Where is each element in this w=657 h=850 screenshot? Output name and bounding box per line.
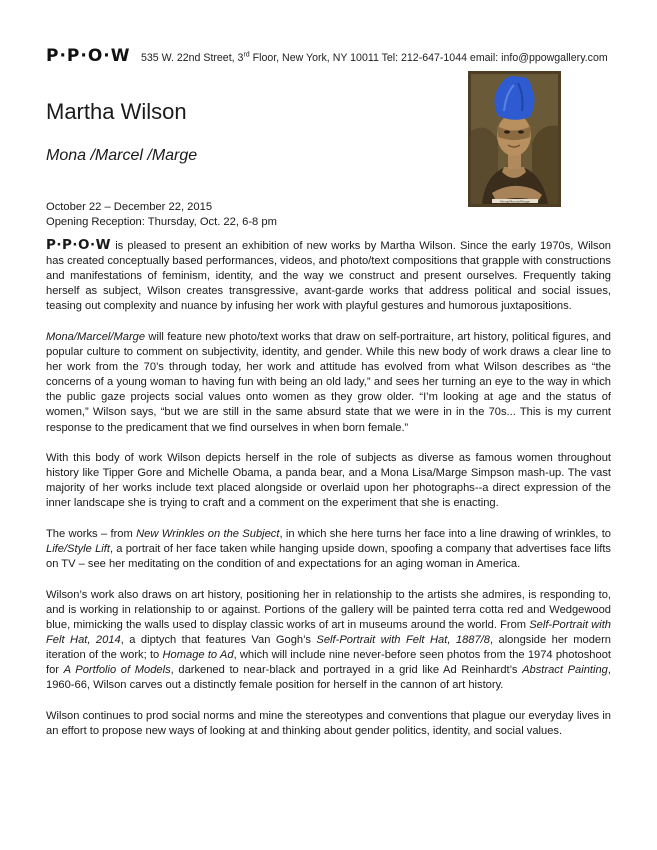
artwork-caption: Mona/Marcel/Marge [500, 199, 530, 204]
artwork-image [468, 71, 561, 207]
paragraph-works: The works – from New Wrinkles on the Subject, in which she here turns her face into a line drawing of wrinkles, to Life/Style Lift, a portrait of her face taken while hanging upside down, spoofing a company that advertises face lifts on TV – see her meditating on the condition of and expectations for an aging woman in America. [46, 528, 612, 571]
paragraph-subjects: With this body of work Wilson depicts herself in the role of subjects as diverse as famous women throughout history like Tipper Gore and Michelle Obama, a panda bear, and a Mona Lisa/Marge Simpson mash-up. The vast majority of her works include text placed alongside or overlaid upon her photographs--a direct expression of the inner landscape she is trying to craft and a comment on the experiment that she is enacting. [46, 452, 611, 510]
exhibition-dates [46, 200, 277, 230]
paragraph-intro: P·P·O·W is pleased to present an exhibition of new works by Martha Wilson. Since the early 1970s, Wilson has created conceptually based performances, videos, and photo/text compositions that grapple with constructions and manifestations of feminism, identity, and the way we construct and present ourselves. Frequently taking herself as subject, Wilson creates transgressive, avant-garde works that address political and social issues, teasing out complexity and nuance by infusing her work with playful gestures and humorous juxtapositions. [46, 237, 611, 313]
artist-name: Martha Wilson [46, 99, 187, 124]
press-release-body [46, 238, 611, 755]
gallery-logo-inline: P·P·O·W [46, 237, 112, 253]
gallery-logo: P·P·O·W [46, 46, 131, 66]
date-range: October 22 – December 22, 2015 [46, 201, 213, 213]
opening-reception: Opening Reception: Thursday, Oct. 22, 6-8 pm [46, 216, 277, 228]
exhibition-title: Mona /Marcel /Marge [46, 147, 198, 164]
paragraph-exhibition: Mona/Marcel/Marge will feature new photo/text works that draw on self-portraiture, art history, political figures, and popular culture to comment on subjectivity, identity, and gender. While this new body of work draws a clear line to her work from the 70’s through today, her work and attitude has evolved from what Wilson describes as “the concerns of a young woman to having fun with being an old lady,” and sees her turning an eye to the way in which the public gaze projects social values onto women as they grow older. “I’m looking at age and the status of women,” Wilson says, “but we are still in the same absurd state that we were in in the 70s... This is my current response to the predicament that we find ourselves in when born female.” [46, 330, 611, 434]
paragraph-closing: Wilson continues to prod social norms and mine the stereotypes and conventions that plague our everyday lives in an effort to propose new ways of looking at and thinking about gender politics, identity, and social values. [46, 709, 611, 738]
gallery-address: 535 W. 22nd Street, 3rd Floor, New York, NY 10011 Tel: 212-647-1044 email: info@ppowgallery.com [140, 51, 608, 64]
letterhead [46, 46, 626, 66]
paragraph-art-history: Wilson’s work also draws on art history, positioning her in relationship to the artists she admires, is responding to, and is working in relationship to or against. Portions of the gallery will be painted terra cotta red and Wedgewood blue, mimicking the walls used to display classic works of art in museums around the world. From Self-Portrait with Felt Hat, 2014, a diptych that features Van Gogh’s Self-Portrait with Felt Hat, 1887/8, alongside her modern iteration of the work; to Homage to Ad, which will include nine never-before seen photos from the 1974 photoshoot for A Portfolio of Models, darkened to near-black and portrayed in a grid like Ad Reinhardt’s Abstract Painting, 1960-66, Wilson carves out a distinctly female position for herself in the cannon of art history. [46, 588, 611, 692]
